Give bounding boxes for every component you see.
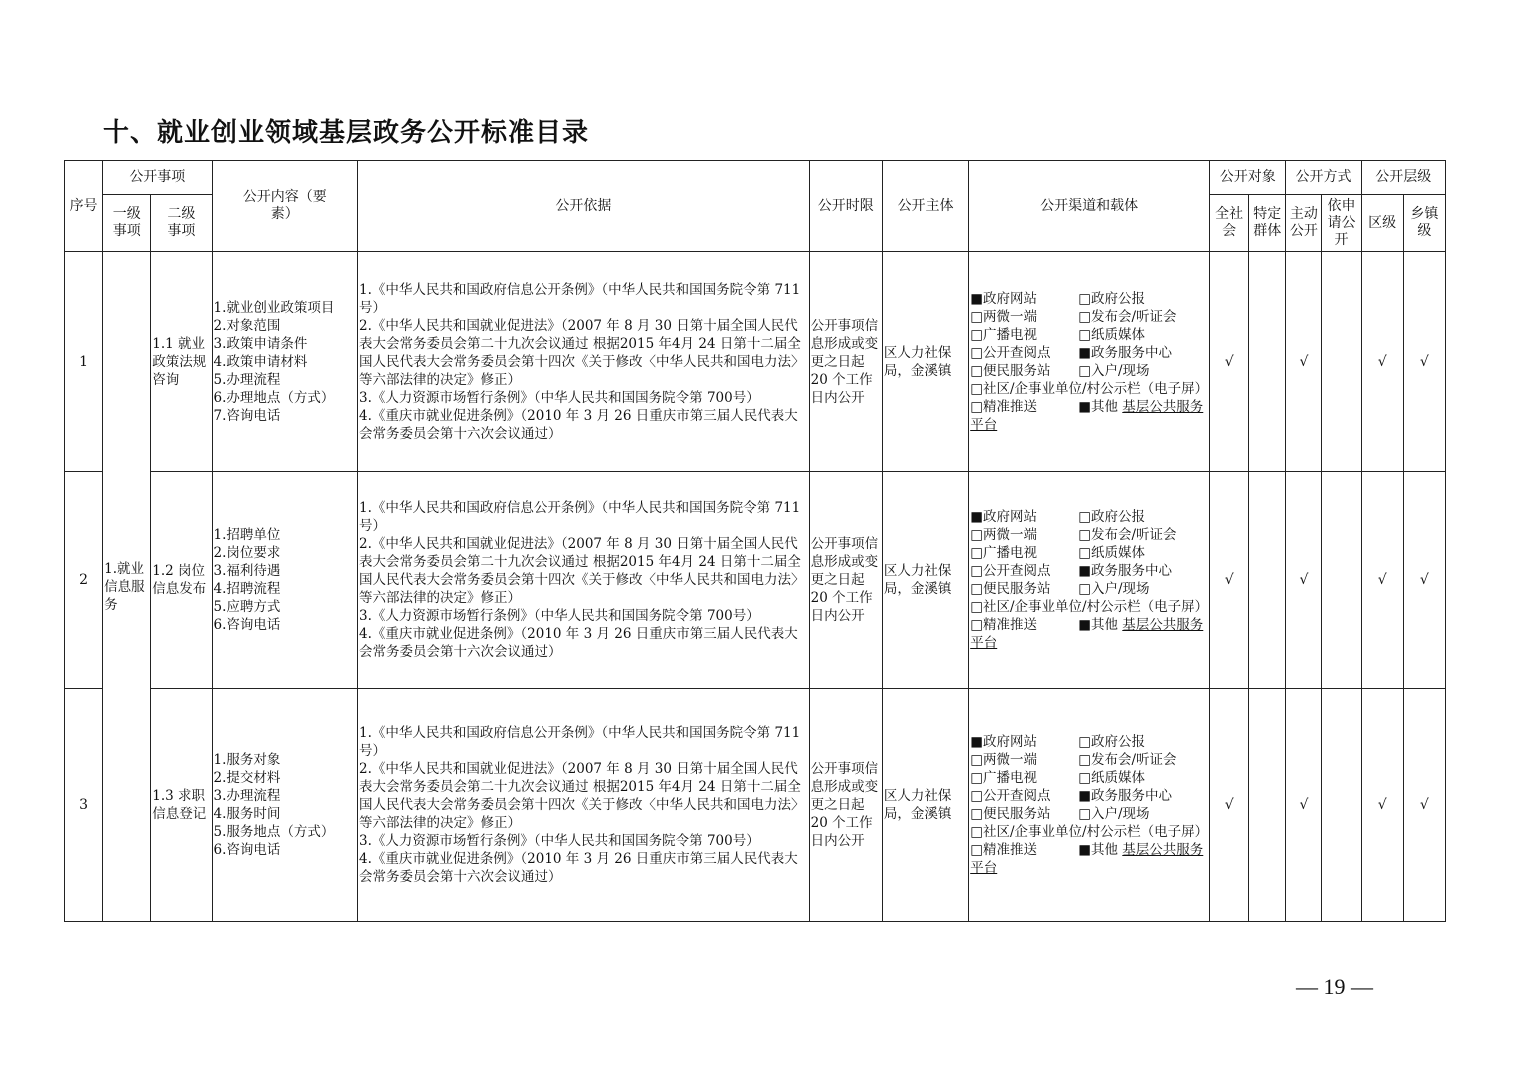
table-row [65, 472, 1446, 689]
check-method-apply [1322, 252, 1361, 472]
basis-line: 4.《重庆市就业促进条例》（2010 年 3 月 26 日重庆市第三届人民代表大会常务委员会第十六次会议通过） [359, 407, 798, 442]
content-line: 7.咨询电话 [213, 407, 281, 424]
header-level1: 一级事项 [103, 195, 151, 252]
channel-option: ■政务服务中心 [1078, 788, 1172, 804]
catalog-table [64, 160, 1446, 922]
row-subject: 区人力社保局，金溪镇 [882, 252, 968, 472]
check-target-specific [1249, 689, 1286, 922]
content-line: 6.办理地点（方式） [213, 389, 335, 406]
channel-option: □社区/企事业单位/村公示栏（电子屏） [970, 380, 1209, 397]
channel-option: ■其他 [1078, 842, 1118, 858]
channel-option: □广播电视 [970, 326, 1037, 343]
row-content [212, 472, 358, 689]
page-title: 十、就业创业领域基层政务公开标准目录 [103, 118, 590, 148]
row-seq: 1 [65, 252, 103, 472]
channel-option: □纸质媒体 [1078, 545, 1145, 561]
row-subject: 区人力社保局，金溪镇 [882, 689, 968, 922]
header-target-group: 公开对象 [1210, 161, 1286, 195]
channel-option: □入户/现场 [1078, 581, 1150, 597]
channel-option: ■政府网站 [970, 509, 1037, 525]
content-line: 1.招聘单位 [213, 527, 281, 543]
channel-option: □公开查阅点 [970, 788, 1051, 804]
table-row [65, 252, 1446, 472]
check-level-district: √ [1361, 472, 1403, 689]
basis-line: 1.《中华人民共和国政府信息公开条例》（中华人民共和国国务院令第 711 号） [359, 725, 801, 759]
header-target-specific: 特定群体 [1249, 195, 1286, 252]
content-line: 5.办理流程 [213, 371, 281, 388]
header-content: 公开内容（要素） [212, 161, 358, 252]
content-line: 2.提交材料 [213, 770, 281, 786]
check-target-specific [1249, 472, 1286, 689]
header-basis: 公开依据 [358, 161, 810, 252]
header-method-group: 公开方式 [1286, 161, 1361, 195]
content-line: 3.福利待遇 [213, 563, 281, 579]
row-level2: 1.1 就业政策法规咨询 [151, 252, 212, 472]
channel-option: □广播电视 [970, 770, 1037, 786]
channel-option: □精准推送 [970, 398, 1037, 415]
channel-option: □精准推送 [970, 842, 1037, 858]
row-seq: 2 [65, 472, 103, 689]
content-line: 2.对象范围 [213, 317, 281, 334]
row-channel [969, 252, 1210, 472]
basis-line: 3.《人力资源市场暂行条例》（中华人民共和国国务院令第 700号） [359, 389, 760, 406]
basis-line: 3.《人力资源市场暂行条例》（中华人民共和国国务院令第 700号） [359, 608, 760, 624]
check-method-active: √ [1286, 472, 1322, 689]
content-line: 6.咨询电话 [213, 617, 281, 633]
channel-option: □便民服务站 [970, 362, 1051, 379]
row-basis [358, 472, 810, 689]
row-content [212, 689, 358, 922]
channel-other-value: 基层公共服务平台 [970, 617, 1204, 651]
check-method-apply [1322, 472, 1361, 689]
header-time-limit: 公开时限 [809, 161, 882, 252]
row-basis [358, 252, 810, 472]
check-level-town: √ [1403, 689, 1445, 922]
header-target-all: 全社会 [1210, 195, 1249, 252]
content-line: 6.咨询电话 [213, 842, 281, 858]
content-line: 4.政策申请材料 [213, 353, 308, 370]
row-level2: 1.2 岗位信息发布 [151, 472, 212, 689]
row-content [212, 252, 358, 472]
channel-option: □社区/企事业单位/村公示栏（电子屏） [970, 824, 1209, 840]
row-time-limit: 公开事项信息形成或变更之日起 20 个工作日内公开 [809, 689, 882, 922]
header-method-apply: 依申请公开 [1322, 195, 1361, 252]
channel-option: □两微一端 [970, 308, 1037, 325]
content-line: 4.招聘流程 [213, 581, 281, 597]
header-seq: 序号 [65, 161, 103, 252]
channel-option: □公开查阅点 [970, 344, 1051, 361]
basis-line: 2.《中华人民共和国就业促进法》（2007 年 8 月 30 日第十届全国人民代表大会常务委员会第二十九次会议通过 根据2015 年4月 24 日第十二届全国人民代表大会常务委员会第十四次《关于修改〈中华人民共和国电力法〉等六部法律的决定》修正） [359, 536, 805, 606]
header-channel: 公开渠道和载体 [969, 161, 1210, 252]
content-line: 1.就业创业政策项目 [213, 299, 335, 316]
channel-option: □公开查阅点 [970, 563, 1051, 579]
channel-option: □纸质媒体 [1078, 326, 1145, 343]
channel-option: □两微一端 [970, 527, 1037, 543]
check-method-active: √ [1286, 689, 1322, 922]
channel-other-value: 基层公共服务平台 [970, 842, 1204, 876]
channel-option: ■政务服务中心 [1078, 344, 1172, 361]
check-method-apply [1322, 689, 1361, 922]
basis-line: 2.《中华人民共和国就业促进法》（2007 年 8 月 30 日第十届全国人民代表大会常务委员会第二十九次会议通过 根据2015 年4月 24 日第十二届全国人民代表大会常务委员会第十四次《关于修改〈中华人民共和国电力法〉等六部法律的决定》修正） [359, 317, 805, 388]
table-row [65, 689, 1446, 922]
header-method-active: 主动公开 [1286, 195, 1322, 252]
channel-option: □便民服务站 [970, 581, 1051, 597]
content-line: 3.政策申请条件 [213, 335, 308, 352]
check-target-specific [1249, 252, 1286, 472]
channel-option: □精准推送 [970, 617, 1037, 633]
check-level-district: √ [1361, 252, 1403, 472]
basis-line: 3.《人力资源市场暂行条例》（中华人民共和国国务院令第 700号） [359, 833, 760, 849]
table-header [65, 161, 1446, 252]
channel-option: □政府公报 [1078, 290, 1145, 307]
channel-option: ■其他 [1078, 617, 1118, 633]
channel-option: □两微一端 [970, 752, 1037, 768]
basis-line: 1.《中华人民共和国政府信息公开条例》（中华人民共和国国务院令第 711 号） [359, 500, 801, 534]
channel-option: □便民服务站 [970, 806, 1051, 822]
content-line: 5.服务地点（方式） [213, 824, 335, 840]
check-level-town: √ [1403, 252, 1445, 472]
row-subject: 区人力社保局，金溪镇 [882, 472, 968, 689]
channel-option: □政府公报 [1078, 734, 1145, 750]
channel-option: □发布会/听证会 [1078, 527, 1177, 543]
header-level-town: 乡镇级 [1403, 195, 1445, 252]
channel-option: □社区/企事业单位/村公示栏（电子屏） [970, 599, 1209, 615]
content-line: 1.服务对象 [213, 752, 281, 768]
check-level-district: √ [1361, 689, 1403, 922]
channel-option: □发布会/听证会 [1078, 308, 1177, 325]
channel-option: ■政务服务中心 [1078, 563, 1172, 579]
channel-option: ■政府网站 [970, 734, 1037, 750]
basis-line: 4.《重庆市就业促进条例》（2010 年 3 月 26 日重庆市第三届人民代表大会常务委员会第十六次会议通过） [359, 626, 798, 660]
row-channel [969, 472, 1210, 689]
row-basis [358, 689, 810, 922]
check-level-town: √ [1403, 472, 1445, 689]
check-target-all: √ [1210, 252, 1249, 472]
level1-item: 1.就业信息服务 [103, 252, 151, 922]
header-subject: 公开主体 [882, 161, 968, 252]
header-level-group: 公开层级 [1361, 161, 1445, 195]
content-line: 4.服务时间 [213, 806, 281, 822]
basis-line: 1.《中华人民共和国政府信息公开条例》（中华人民共和国国务院令第 711 号） [359, 281, 801, 316]
header-level-district: 区级 [1361, 195, 1403, 252]
header-level2: 二级事项 [151, 195, 212, 252]
channel-option: □政府公报 [1078, 509, 1145, 525]
row-time-limit: 公开事项信息形成或变更之日起 20 个工作日内公开 [809, 472, 882, 689]
check-target-all: √ [1210, 472, 1249, 689]
row-time-limit: 公开事项信息形成或变更之日起 20 个工作日内公开 [809, 252, 882, 472]
channel-option: □发布会/听证会 [1078, 752, 1177, 768]
channel-option: □入户/现场 [1078, 806, 1150, 822]
row-seq: 3 [65, 689, 103, 922]
channel-option: □入户/现场 [1078, 362, 1150, 379]
channel-option: ■政府网站 [970, 290, 1037, 307]
channel-option: □广播电视 [970, 545, 1037, 561]
check-target-all: √ [1210, 689, 1249, 922]
header-item-group: 公开事项 [103, 161, 212, 195]
basis-line: 4.《重庆市就业促进条例》（2010 年 3 月 26 日重庆市第三届人民代表大会常务委员会第十六次会议通过） [359, 851, 798, 885]
row-level2: 1.3 求职信息登记 [151, 689, 212, 922]
content-line: 3.办理流程 [213, 788, 281, 804]
row-channel [969, 689, 1210, 922]
check-method-active: √ [1286, 252, 1322, 472]
basis-line: 2.《中华人民共和国就业促进法》（2007 年 8 月 30 日第十届全国人民代表大会常务委员会第二十九次会议通过 根据2015 年4月 24 日第十二届全国人民代表大会常务委员会第十四次《关于修改〈中华人民共和国电力法〉等六部法律的决定》修正） [359, 761, 805, 831]
content-line: 2.岗位要求 [213, 545, 281, 561]
channel-other-value: 基层公共服务平台 [970, 398, 1204, 433]
channel-option: □纸质媒体 [1078, 770, 1145, 786]
content-line: 5.应聘方式 [213, 599, 281, 615]
page-number: — 19 — [1296, 974, 1373, 999]
channel-option: ■其他 [1078, 398, 1118, 415]
